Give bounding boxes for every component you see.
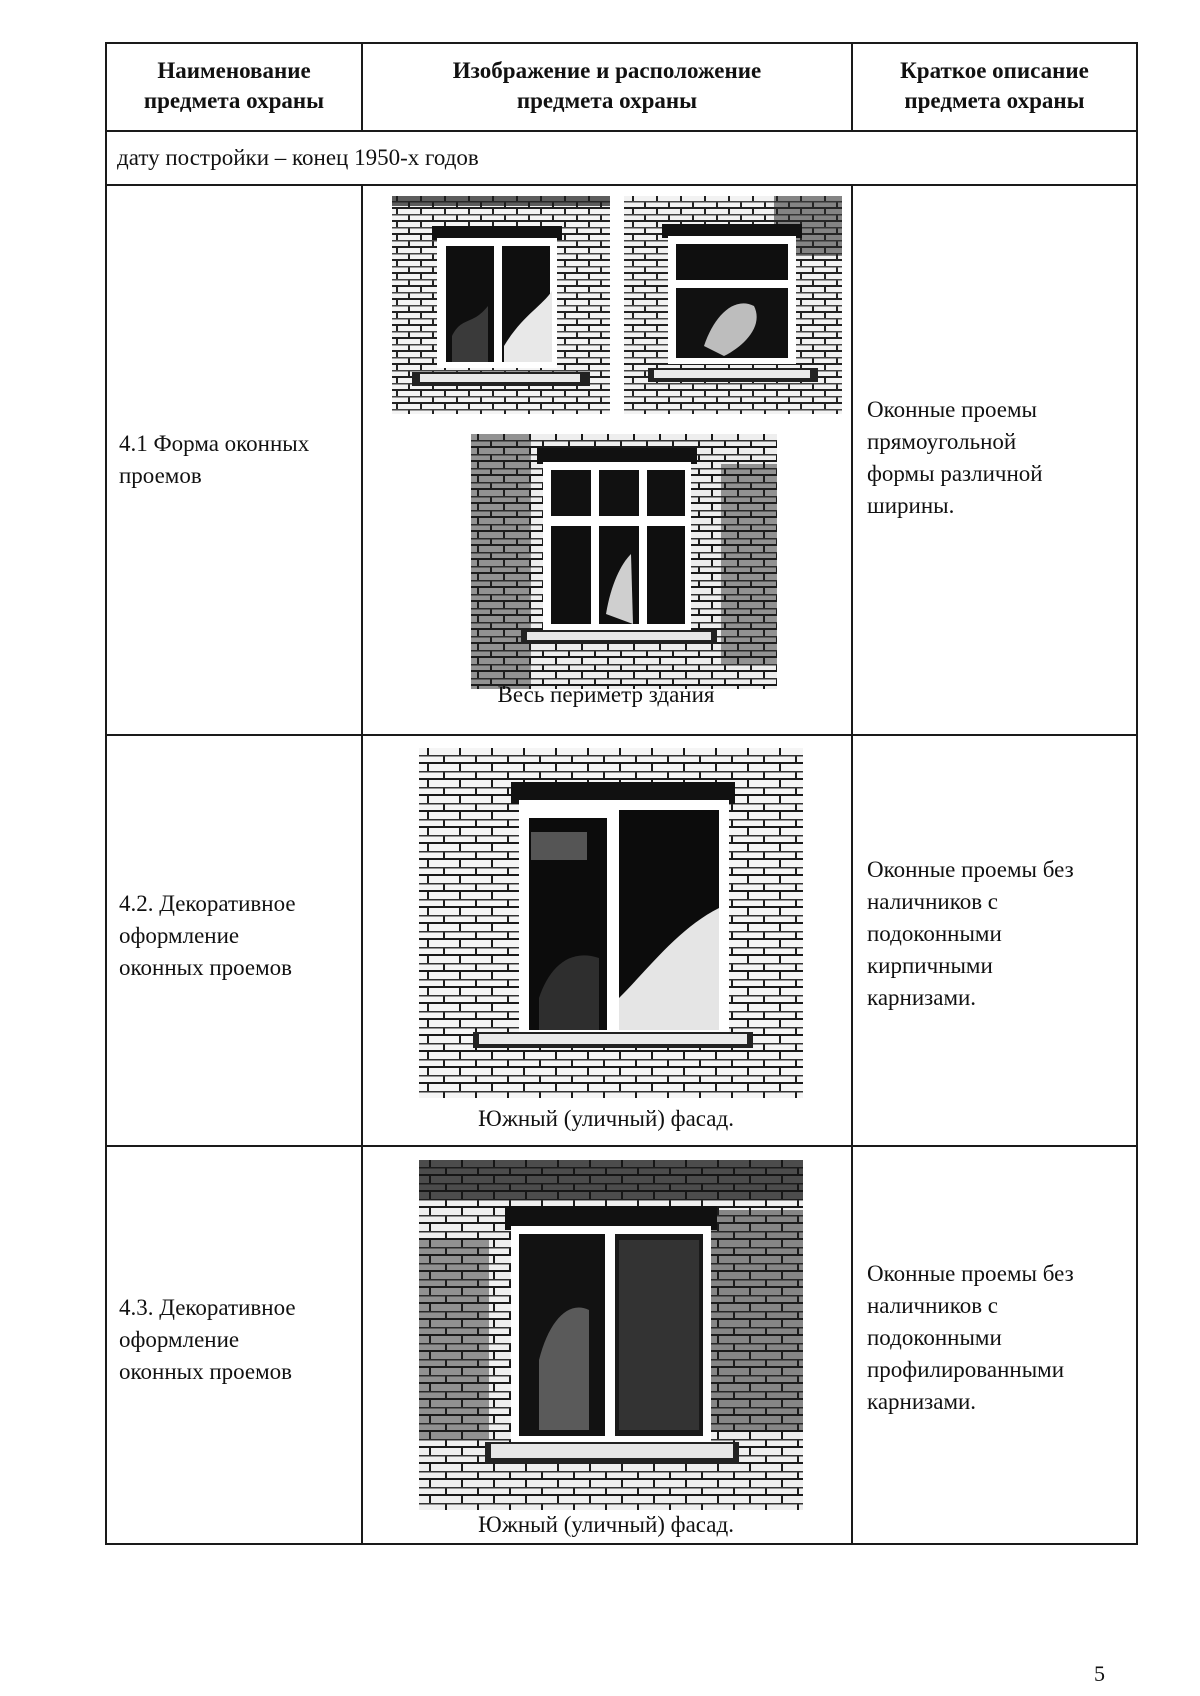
row-4-1-name-line-1: 4.1 Форма оконных <box>119 431 310 456</box>
header-description-line-2: предмета охраны <box>904 88 1085 113</box>
row-4-3-name <box>119 1292 296 1388</box>
row-4-3-description <box>867 1258 1074 1418</box>
row-4-2-name-line-2: оформление <box>119 923 240 948</box>
row-4-2-description-line-3: подоконными <box>867 921 1002 946</box>
row-4-1-caption: Весь периметр здания <box>497 682 715 707</box>
protection-subjects-table <box>105 42 1138 1545</box>
column-divider-2 <box>851 184 853 1545</box>
row-4-3-name-line-2: оформление <box>119 1327 240 1352</box>
row-4-3-description-line-3: подоконными <box>867 1325 1002 1350</box>
window-photo-4-3 <box>419 1160 803 1510</box>
row-4-3-description-line-5: карнизами. <box>867 1389 977 1414</box>
header-name-column <box>107 42 361 130</box>
window-photo-4-1-right <box>624 196 842 414</box>
table-border-bottom <box>105 1543 1138 1545</box>
row-4-2-name <box>119 888 296 984</box>
table-border-left <box>105 42 107 1545</box>
row-4-2-description-line-4: кирпичными <box>867 953 993 978</box>
row-4-3-description-line-1: Оконные проемы без <box>867 1261 1074 1286</box>
row-4-1-border <box>105 734 1138 736</box>
window-photo-4-1-left <box>392 196 610 414</box>
row-4-2-description-line-1: Оконные проемы без <box>867 857 1074 882</box>
row-4-1-description-line-1: Оконные проемы <box>867 397 1037 422</box>
row-4-2-border <box>105 1145 1138 1147</box>
continuation-row-border <box>105 184 1138 186</box>
window-photo-4-1-bottom <box>471 434 777 689</box>
row-4-3-name-line-3: оконных проемов <box>119 1359 293 1384</box>
row-4-3-description-line-4: профилированными <box>867 1357 1065 1382</box>
header-name-line-1: Наименование <box>157 58 311 83</box>
row-4-2-description-line-2: наличников с <box>867 889 999 914</box>
row-4-1-description-line-2: прямоугольной <box>867 429 1017 454</box>
row-4-2-name-line-1: 4.2. Декоративное <box>119 891 296 916</box>
header-image-line-2: предмета охраны <box>516 88 698 113</box>
header-image-column <box>363 42 851 130</box>
row-4-3-caption: Южный (уличный) фасад. <box>478 1512 734 1537</box>
column-divider-1 <box>361 184 363 1545</box>
row-4-1-name <box>119 428 309 492</box>
row-4-1-description-line-3: формы различной <box>867 461 1043 486</box>
row-4-2-description-line-5: карнизами. <box>867 985 977 1010</box>
window-photo-4-2 <box>419 748 803 1098</box>
continuation-text: дату постройки – конец 1950-х годов <box>117 145 479 170</box>
header-description-line-1: Краткое описание <box>900 58 1089 83</box>
header-description-column <box>853 42 1136 130</box>
row-4-2-caption: Южный (уличный) фасад. <box>478 1106 734 1131</box>
row-4-1-description-line-4: ширины. <box>867 493 955 518</box>
row-4-1-name-line-2: проемов <box>119 463 202 488</box>
row-4-1-description <box>867 394 1043 522</box>
row-4-3-description-line-2: наличников с <box>867 1293 999 1318</box>
header-name-line-2: предмета охраны <box>143 88 325 113</box>
page-number: 5 <box>1094 1661 1105 1686</box>
row-4-2-description <box>867 854 1074 1014</box>
row-4-2-name-line-3: оконных проемов <box>119 955 293 980</box>
header-image-line-1: Изображение и расположение <box>452 58 762 83</box>
table-border-right <box>1136 42 1138 1545</box>
row-4-3-name-line-1: 4.3. Декоративное <box>119 1295 296 1320</box>
